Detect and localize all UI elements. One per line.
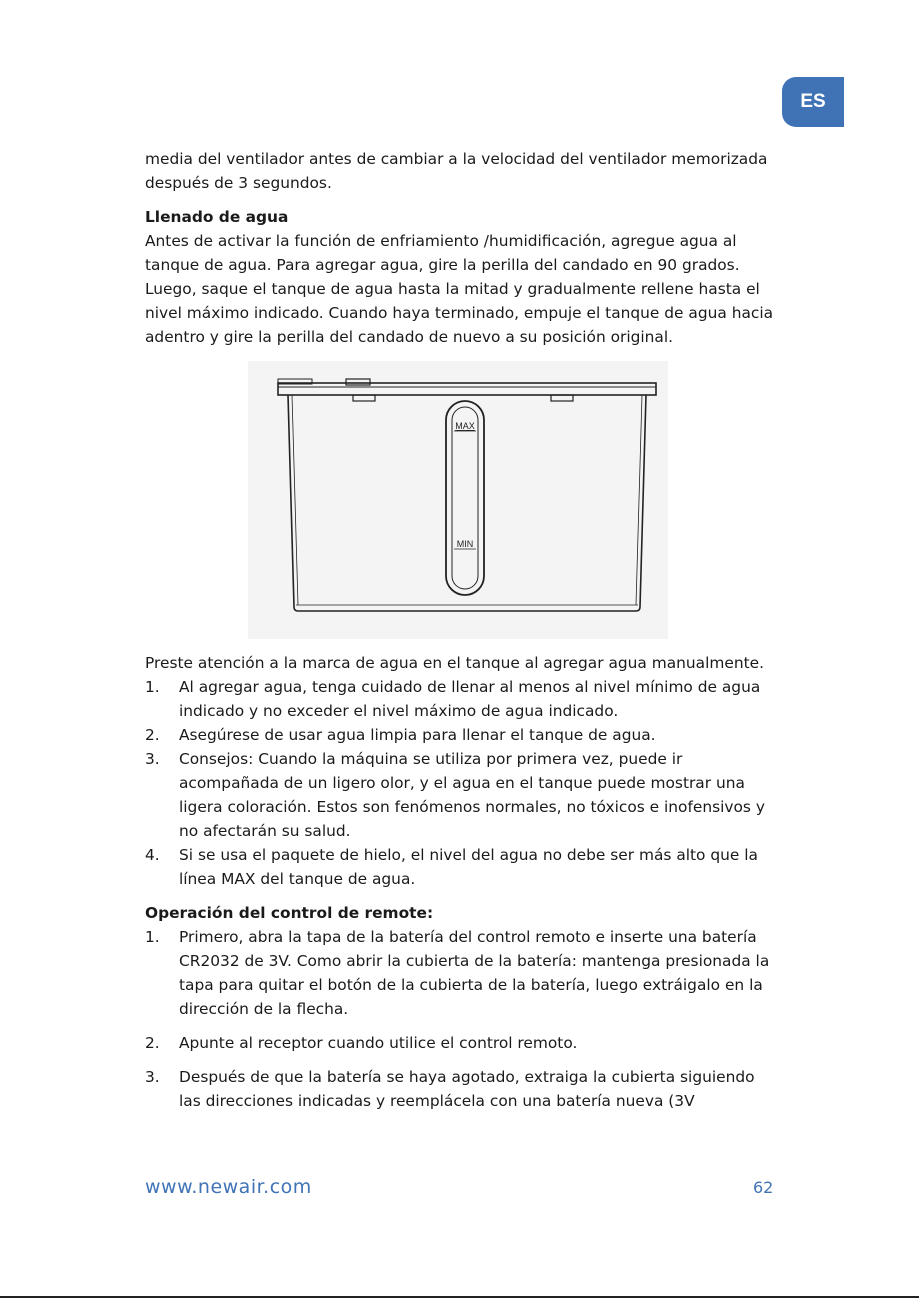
max-label: MAX (455, 421, 475, 431)
intro-paragraph: media del ventilador antes de cambiar a la velocidad del ventilador memorizada después de 3 segundos. (145, 150, 768, 192)
water-instructions-list (145, 675, 777, 891)
list-item: 1. Primero, abra la tapa de la batería del control remoto e inserte una batería CR2032 de 3V. Como abrir la cubierta de la batería: mantenga presionada la tapa para quitar el botón de la cubierta de la batería, luego extráigalo en la dirección de la flecha. (145, 928, 770, 1018)
water-tank-illustration (248, 361, 668, 639)
language-badge: ES (782, 77, 844, 127)
min-label: MIN (456, 539, 474, 549)
water-fill-body: Antes de activar la función de enfriamiento /humidificación, agregue agua al tanque de agua. Para agregar agua, gire la perilla del candado en 90 grados. Luego, saque el tanque de agua hasta la mitad y gradualmente rellene hasta el nivel máximo indicado. Cuando haya terminado, empuje el tanque de agua hacia adentro y gire la perilla del candado de nuevo a su posición original. (145, 232, 774, 346)
list-item: 2. Asegúrese de usar agua limpia para llenar el tanque de agua. (145, 726, 656, 744)
list-item: 2. Apunte al receptor cuando utilice el control remoto. (145, 1034, 578, 1052)
water-fill-heading: Llenado de agua (145, 208, 289, 226)
bottom-divider (0, 1296, 919, 1298)
water-tank-figure (145, 361, 777, 639)
list-item: 3. Consejos: Cuando la máquina se utiliza por primera vez, puede ir acompañada de un ligero olor, y el agua en el tanque puede mostrar una ligera coloración. Estos son fenómenos normales, no tóxicos e inofensivos y no afectarán su salud. (145, 750, 765, 840)
remote-heading: Operación del control de remote: (145, 904, 434, 922)
attention-note: Preste atención a la marca de agua en el tanque al agregar agua manualmente. (145, 654, 764, 672)
page-number: 62 (753, 1178, 774, 1197)
footer-website-link[interactable]: www.newair.com (145, 1176, 312, 1198)
list-item: 4. Si se usa el paquete de hielo, el nivel del agua no debe ser más alto que la línea MAX del tanque de agua. (145, 846, 758, 888)
list-item: 1. Al agregar agua, tenga cuidado de llenar al menos al nivel mínimo de agua indicado y no exceder el nivel máximo de agua indicado. (145, 678, 761, 720)
remote-instructions-list (145, 925, 777, 1113)
page-content (145, 147, 777, 1123)
list-item: 3. Después de que la batería se haya agotado, extraiga la cubierta siguiendo las direcciones indicadas y reemplácela con una batería nueva (3V (145, 1068, 755, 1110)
